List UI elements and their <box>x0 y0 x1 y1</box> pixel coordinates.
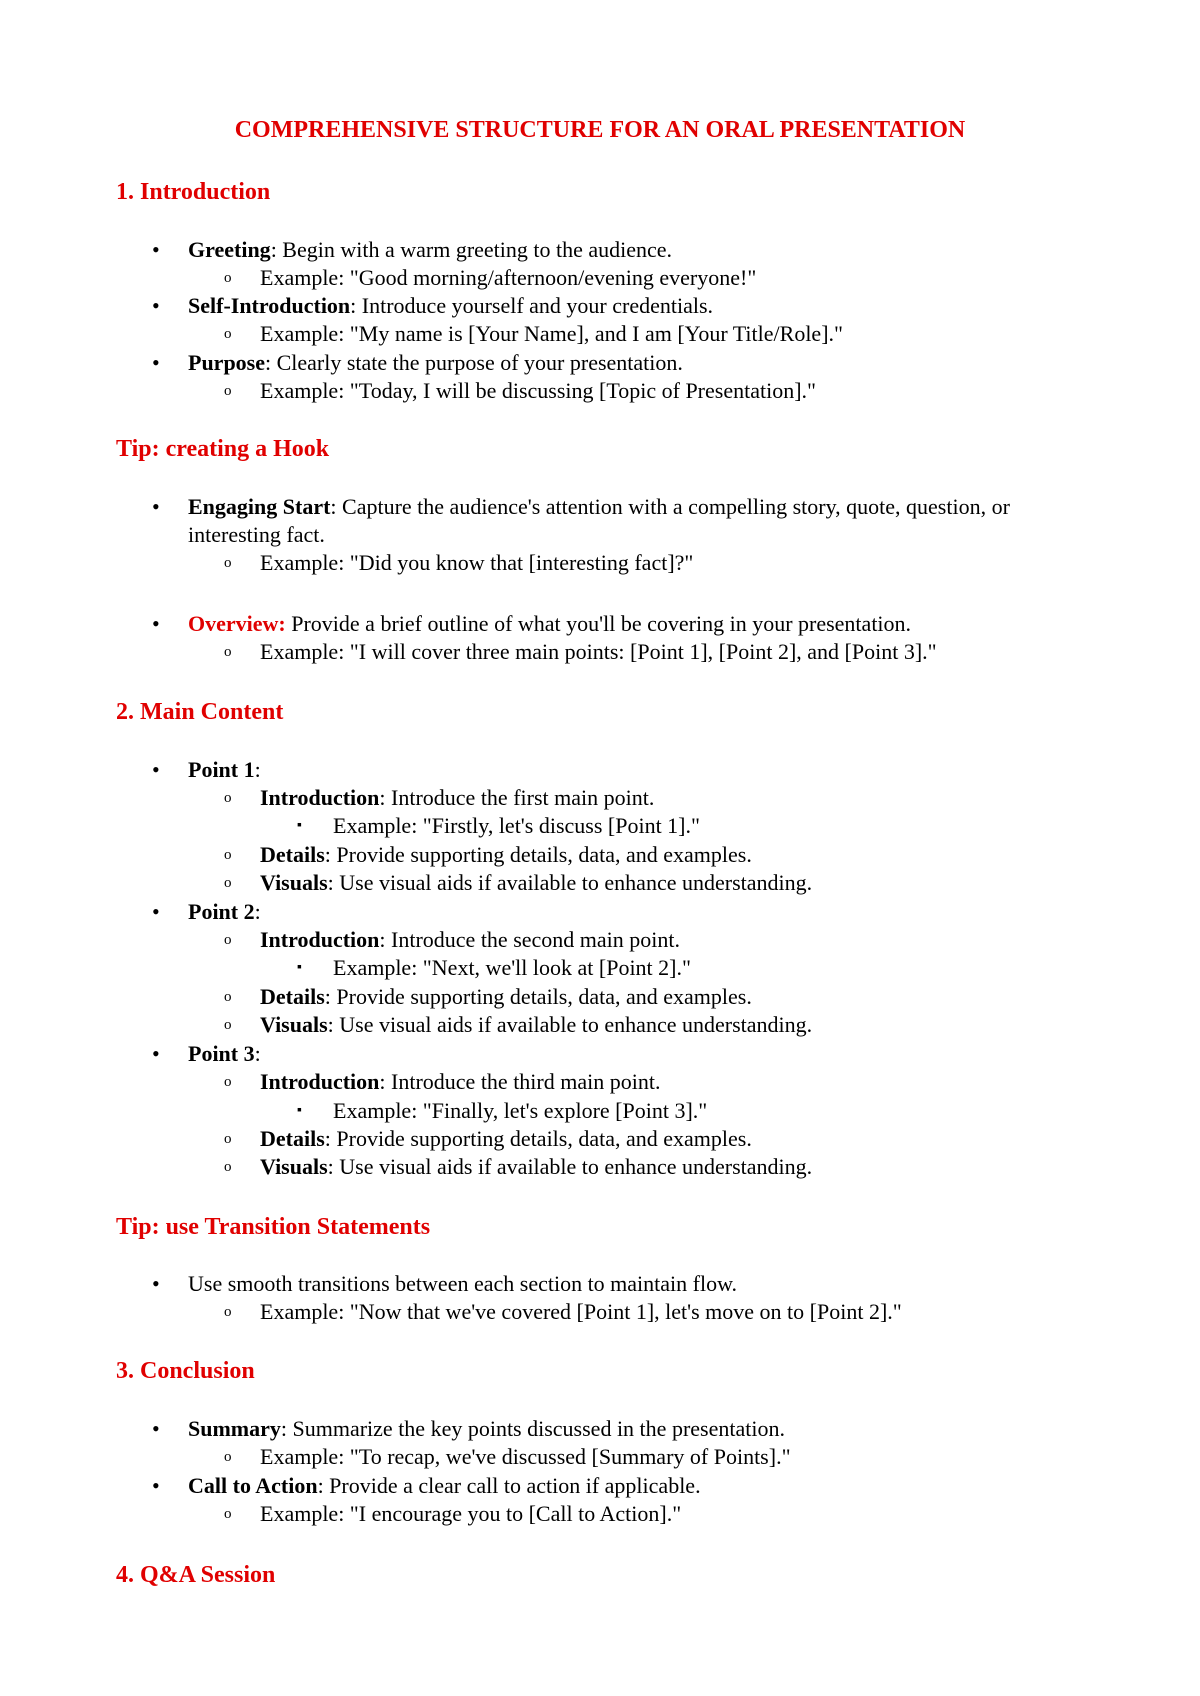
sub-bullet-icon <box>224 869 232 897</box>
sub-item-visuals: Visuals: Use visual aids if available to enhance understanding. <box>260 1012 813 1037</box>
example-text: Example: "Now that we've covered [Point 1], let's move on to [Point 2]." <box>260 1299 902 1324</box>
term-label: Overview: <box>188 611 286 636</box>
bullet-icon <box>152 292 160 321</box>
term-label: Self-Introduction <box>188 293 351 318</box>
example-text: Example: "Today, I will be discussing [Topic of Presentation]." <box>260 378 817 403</box>
section-heading-conclusion: 3. Conclusion <box>116 1358 255 1384</box>
sub-item-visuals: Visuals: Use visual aids if available to enhance understanding. <box>260 870 813 895</box>
example-text: Example: "To recap, we've discussed [Summary of Points]." <box>260 1444 791 1469</box>
list-item-greeting <box>188 236 672 264</box>
example-text: Example: "Finally, let's explore [Point 3]." <box>333 1098 708 1123</box>
sub-bullet-icon <box>224 926 232 954</box>
sub-bullet-icon <box>224 1068 232 1096</box>
list-item-self-introduction <box>188 292 713 320</box>
sub-bullet-icon <box>224 841 232 869</box>
bullet-icon <box>152 1415 160 1444</box>
document-title: COMPREHENSIVE STRUCTURE FOR AN ORAL PRESENTATION <box>234 117 966 143</box>
list-item-call-to-action: Call to Action: Provide a clear call to action if applicable. <box>188 1473 701 1498</box>
section-heading-hook: Tip: creating a Hook <box>116 436 330 462</box>
section-heading-main-content: 2. Main Content <box>116 699 284 725</box>
example-text: Example: "Good morning/afternoon/evening everyone!" <box>260 265 757 290</box>
item-text: : Introduce yourself and your credentials. <box>350 293 714 318</box>
sub-item-details: Details: Provide supporting details, data, and examples. <box>260 1126 752 1151</box>
bullet-icon <box>152 898 160 927</box>
list-item-point-1: Point 1: <box>188 757 261 782</box>
list-item-purpose <box>188 349 683 377</box>
item-text: : Capture the audience's attention with a compelling story, quote, question, or interesting fact. <box>188 494 1010 547</box>
sub-item-details: Details: Provide supporting details, data, and examples. <box>260 984 752 1009</box>
sub-item-details: Details: Provide supporting details, data, and examples. <box>260 842 752 867</box>
section-heading-transition: Tip: use Transition Statements <box>116 1214 431 1240</box>
sub-bullet-icon <box>224 638 232 666</box>
sub-bullet-icon <box>224 1500 232 1528</box>
sub-bullet-icon <box>224 549 232 577</box>
item-text: : Begin with a warm greeting to the audience. <box>270 237 673 262</box>
section-heading-introduction: 1. Introduction <box>116 179 271 205</box>
term-label: Engaging Start <box>188 494 331 519</box>
list-item-point-2: Point 2: <box>188 899 261 924</box>
term-label: Greeting <box>188 237 271 262</box>
bullet-icon <box>152 493 160 522</box>
sub-bullet-icon <box>224 377 232 405</box>
example-text: Example: "Did you know that [interesting fact]?" <box>260 550 694 575</box>
example-text: Example: "My name is [Your Name], and I am [Your Title/Role]." <box>260 321 843 346</box>
example-text: Example: "Next, we'll look at [Point 2]." <box>333 955 691 980</box>
sub-bullet-icon <box>224 1153 232 1181</box>
bullet-icon <box>152 1472 160 1501</box>
sub-bullet-icon <box>224 264 232 292</box>
bullet-icon <box>152 349 160 378</box>
example-text: Example: "Firstly, let's discuss [Point 1]." <box>333 813 700 838</box>
sub-item-introduction: Introduction: Introduce the third main point. <box>260 1069 661 1094</box>
sub-bullet-icon <box>224 983 232 1011</box>
list-item-point-3: Point 3: <box>188 1041 261 1066</box>
bullet-icon <box>152 610 160 639</box>
square-bullet-icon <box>297 1097 302 1125</box>
bullet-icon <box>152 1270 160 1299</box>
sub-bullet-icon <box>224 1298 232 1326</box>
list-item-overview <box>188 610 911 638</box>
item-text: Provide a brief outline of what you'll be covering in your presentation. <box>285 611 912 636</box>
bullet-icon <box>152 1040 160 1069</box>
example-text: Example: "I will cover three main points: [Point 1], [Point 2], and [Point 3]." <box>260 639 937 664</box>
sub-item-introduction: Introduction: Introduce the first main point. <box>260 785 655 810</box>
term-label: Purpose <box>188 350 265 375</box>
square-bullet-icon <box>297 954 302 982</box>
sub-item-introduction: Introduction: Introduce the second main point. <box>260 927 680 952</box>
sub-bullet-icon <box>224 1125 232 1153</box>
section-heading-qa: 4. Q&A Session <box>116 1562 276 1588</box>
sub-bullet-icon <box>224 1443 232 1471</box>
sub-bullet-icon <box>224 320 232 348</box>
list-item-transitions: Use smooth transitions between each section to maintain flow. <box>188 1271 738 1296</box>
sub-item-visuals: Visuals: Use visual aids if available to enhance understanding. <box>260 1154 813 1179</box>
list-item-engaging-start <box>188 493 1088 549</box>
list-item-summary: Summary: Summarize the key points discussed in the presentation. <box>188 1416 785 1441</box>
bullet-icon <box>152 756 160 785</box>
item-text: : Clearly state the purpose of your presentation. <box>265 350 683 375</box>
bullet-icon <box>152 236 160 265</box>
sub-bullet-icon <box>224 1011 232 1039</box>
example-text: Example: "I encourage you to [Call to Action]." <box>260 1501 682 1526</box>
sub-bullet-icon <box>224 784 232 812</box>
square-bullet-icon <box>297 812 302 840</box>
